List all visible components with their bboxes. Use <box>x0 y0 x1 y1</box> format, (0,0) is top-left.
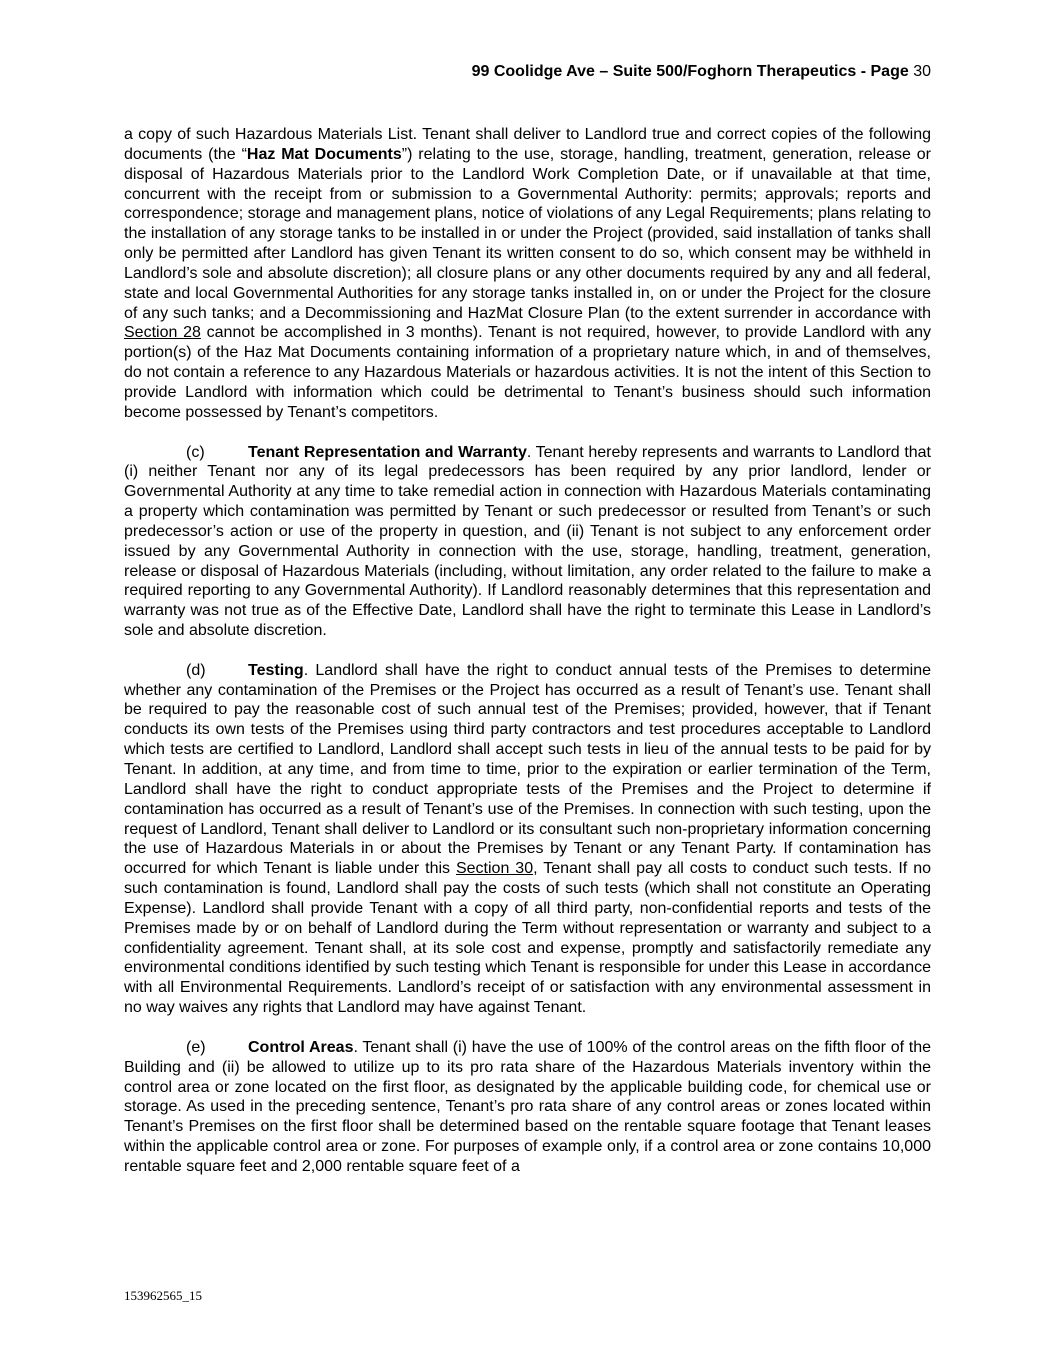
section-title: Control Areas <box>248 1038 354 1056</box>
section-text: . Tenant hereby represents and warrants to Landlord that (i) neither Tenant nor any of its legal predecessors has been required by any prior landlord, lender or Governmental Authority at any time to take remedial action in connection with Hazardous Materials contaminating a property which contamination was permitted by Tenant or such predecessor or resulted from Tenant’s or such predecessor’s action or use of the property in question, and (ii) Tenant is not subject to any enforcement order issued by any Governmental Authority in connection with the use, storage, handling, treatment, generation, release or disposal of Hazardous Materials (including, without limitation, any order related to the failure to make a required reporting to any Governmental Authority). If Landlord reasonably determines that this representation and warranty was not true as of the Effective Date, Landlord shall have the right to terminate this Lease in Landlord’s sole and absolute discretion. <box>124 443 932 640</box>
section-label: (d) <box>186 661 206 679</box>
document-body <box>124 125 931 1197</box>
section-text: , Tenant shall pay all costs to conduct such tests. If no such contamination is found, Landlord shall pay the costs of such tests (which shall not constitute an Operating Expense). Landlord shall provide Tenant with a copy of all third party, non-confidential reports and tests of the Premises made by or on behalf of Landlord during the Term without representation or warranty and subject to a confidentiality agreement. Tenant shall, at its sole cost and expense, promptly and satisfactorily remediate any environmental conditions identified by such testing which Tenant is responsible for under this Lease in accordance with all Environmental Requirements. Landlord’s receipt of or satisfaction with any environmental assessment in no way waives any rights that Landlord may have against Tenant. <box>124 860 932 1017</box>
section-c <box>124 443 931 641</box>
document-id: 153962565_15 <box>124 1288 202 1303</box>
section-label: (c) <box>186 443 205 461</box>
text-run: cannot be accomplished in 3 months). Tenant is not required, however, to provide Landlord with any portion(s) of the Haz Mat Documents containing information of a proprietary nature which, in and of themselves, do not contain a reference to any Hazardous Materials or hazardous activities. It is not the intent of this Section to provide Landlord with information which could be detrimental to Tenant’s business should such information become possessed by Tenant’s competitors. <box>124 324 931 421</box>
defined-term: Haz Mat Documents <box>246 145 402 163</box>
header-title: 99 Coolidge Ave – Suite 500/Foghorn Therapeutics - Page <box>471 63 909 80</box>
text-run: a copy of such Hazardous Materials List. Tenant shall deliver to Landlord true and correct copies of the following documents (the “ <box>124 126 931 163</box>
section-text: . Tenant shall (i) have the use of 100% of the control areas on the fifth floor of the Building and (ii) be allowed to utilize up to its pro rata share of the Hazardous Materials inventory within the control area or zone located on the first floor, as designated by the applicable building code, for chemical use or storage. As used in the preceding sentence, Tenant’s pro rata share of any control areas or zones located within Tenant’s Premises on the first floor shall be determined based on the rentable square footage that Tenant leases within the applicable control area or zone. For purposes of example only, if a control area or zone contains 10,000 rentable square feet and 2,000 rentable square feet of a <box>124 1038 932 1175</box>
section-reference: Section 28 <box>124 324 201 342</box>
section-title: Testing <box>248 661 304 679</box>
section-label: (e) <box>186 1038 206 1056</box>
section-e <box>124 1038 931 1177</box>
section-d <box>124 661 931 1018</box>
section-reference: Section 30 <box>455 860 534 878</box>
section-title: Tenant Representation and Warranty <box>248 443 527 461</box>
page-header <box>472 62 931 82</box>
text-run: ”) relating to the use, storage, handling, treatment, generation, release or disposal of Hazardous Materials prior to the Landlord Work Completion Date, or if unavailable at that time, concurrent with the receipt from or submission to a Governmental Authority: permits; approvals; reports and correspondence; storage and management plans, notice of violations of any Legal Requirements; plans relating to the installation of any storage tanks to be installed in or under the Project (provided, said installation of tanks shall only be permitted after Landlord has given Tenant its written consent to do so, which consent may be withheld in Landlord’s sole and absolute discretion); all closure plans or any other documents required by any and all federal, state and local Governmental Authorities for any storage tanks installed in, on or under the Project for the closure of any such tanks; and a Decommissioning and HazMat Closure Plan (to the extent surrender in accordance with <box>124 145 931 322</box>
paragraph-continuation <box>124 125 931 423</box>
page-number: 30 <box>913 63 931 80</box>
section-text: . Landlord shall have the right to conduct annual tests of the Premises to determine whether any contamination of the Premises or the Project has occurred as a result of Tenant’s use. Tenant shall be required to pay the reasonable cost of such annual test of the Premises; provided, however, that if Tenant conducts its own tests of the Premises using third party contractors and test procedures acceptable to Landlord which tests are certified to Landlord, Landlord shall accept such tests in lieu of the annual tests to be paid for by Tenant. In addition, at any time, and from time to time, prior to the expiration or earlier termination of the Term, Landlord shall have the right to conduct appropriate tests of the Premises and the Project to determine if contamination has occurred as a result of Tenant’s use of the Premises. In connection with such testing, upon the request of Landlord, Tenant shall deliver to Landlord or its consultant such non-proprietary information concerning the use of Hazardous Materials in or about the Premises by Tenant or any Tenant Party. If contamination has occurred for which Tenant is liable under this <box>124 661 931 878</box>
